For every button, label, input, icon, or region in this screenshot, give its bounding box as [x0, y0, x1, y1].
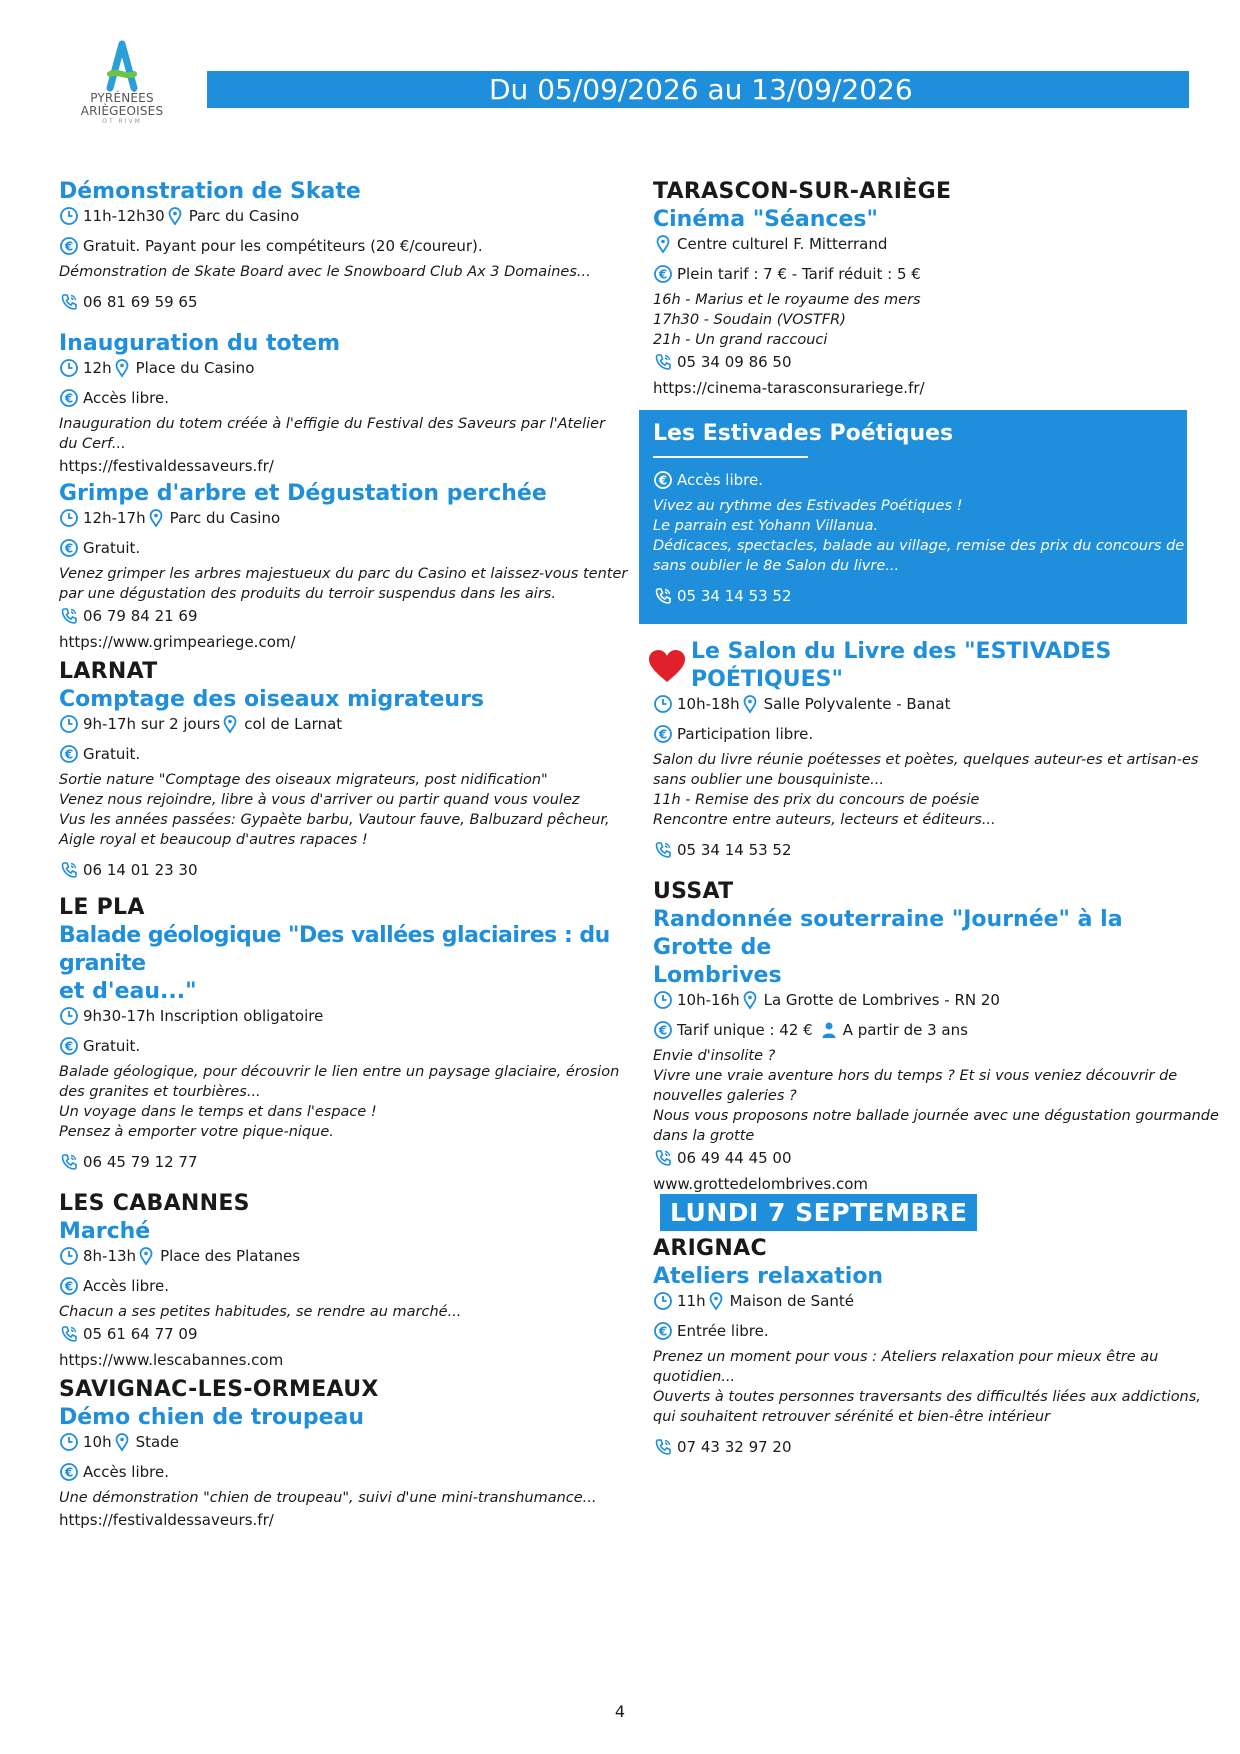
location-pin-icon — [220, 714, 240, 734]
location-pin-icon — [146, 508, 166, 528]
event-lepla — [59, 894, 619, 1172]
event-phone: 06 81 69 59 65 — [83, 293, 198, 311]
event-price: Participation libre. — [677, 725, 814, 743]
desc-line: Rencontre entre auteurs, lecteurs et éditeurs... — [653, 812, 996, 828]
desc-line: dans la grotte — [653, 1128, 755, 1144]
event-phone: 07 43 32 97 20 — [677, 1438, 792, 1456]
event-phone: 06 45 79 12 77 — [83, 1153, 198, 1171]
location-pin-icon — [112, 1432, 132, 1452]
event-title: Randonnée souterraine "Journée" à la Grotte de — [653, 907, 1123, 960]
event-time-line — [59, 1006, 619, 1026]
euro-icon — [59, 1036, 79, 1056]
desc-line: Démonstration de Skate Board avec le Snowboard Club Ax 3 Domaines... — [59, 264, 591, 280]
location-pin-icon — [653, 234, 673, 254]
event-place: col de Larnat — [244, 715, 343, 733]
event-description — [653, 496, 1237, 576]
event-price: Accès libre. — [83, 1463, 169, 1481]
event-savignac — [59, 1376, 619, 1530]
euro-icon — [59, 744, 79, 764]
desc-line: Vus les années passées: Gypaète barbu, Vautour fauve, Balbuzard pêcheur, — [59, 812, 610, 828]
desc-line: du Cerf... — [59, 436, 126, 452]
desc-line: Inauguration du totem créée à l'effigie du Festival des Saveurs par l'Atelier — [59, 416, 606, 432]
event-price-line — [59, 1036, 619, 1056]
person-icon — [819, 1020, 839, 1040]
event-price-line — [653, 470, 1173, 490]
desc-line: Chacun a ses petites habitudes, se rendre au marché... — [59, 1304, 462, 1320]
desc-line: Venez nous rejoindre, libre à vous d'arriver ou partir quand vous voulez — [59, 792, 580, 808]
event-time-place — [59, 714, 619, 734]
desc-line: Salon du livre réunie poétesses et poètes, quelques auteur-es et artisan-es — [653, 752, 1199, 768]
euro-icon — [653, 264, 673, 284]
clock-icon — [653, 990, 673, 1010]
desc-line: 21h - Un grand raccouci — [653, 332, 828, 348]
event-phone-line — [59, 1152, 619, 1172]
event-price-line — [653, 264, 1193, 284]
event-time: 10h-18h — [677, 695, 740, 713]
desc-line: sans oublier le 8e Salon du livre... — [653, 558, 900, 574]
clock-icon — [59, 508, 79, 528]
euro-icon — [59, 1462, 79, 1482]
event-description — [59, 770, 619, 850]
desc-line: Nous vous proposons notre ballade journée avec une dégustation gourmande — [653, 1108, 1219, 1124]
phone-icon — [653, 352, 673, 372]
clock-icon — [59, 206, 79, 226]
event-title: Démonstration de Skate — [59, 179, 361, 204]
desc-line: Prenez un moment pour vous : Ateliers relaxation pour mieux être au — [653, 1349, 1159, 1365]
event-place: La Grotte de Lombrives - RN 20 — [763, 991, 1000, 1009]
logo-text-line1: PYRÉNÉES — [90, 91, 154, 105]
event-time-place — [59, 358, 619, 378]
phone-icon — [59, 860, 79, 880]
event-phone-line — [59, 606, 619, 626]
event-place-line — [653, 234, 1193, 254]
event-time-place — [59, 206, 619, 226]
desc-line: Vivez au rythme des Estivades Poétiques ! — [653, 498, 963, 514]
phone-icon — [653, 1437, 673, 1457]
location-pin-icon — [136, 1246, 156, 1266]
euro-icon — [653, 1321, 673, 1341]
clock-icon — [59, 1432, 79, 1452]
event-phone-line — [653, 1437, 1193, 1457]
event-url[interactable]: https://festivaldessaveurs.fr/ — [59, 1511, 274, 1529]
location-pin-icon — [706, 1291, 726, 1311]
desc-line: Dédicaces, spectacles, balade au village, remise des prix du concours de poésie — [653, 538, 1237, 554]
clock-icon — [59, 1006, 79, 1026]
event-url[interactable]: https://cinema-tarasconsurariege.fr/ — [653, 379, 925, 397]
event-price: Tarif unique : 42 € — [677, 1021, 813, 1039]
phone-icon — [59, 1324, 79, 1344]
event-time: 12h — [83, 359, 112, 377]
clock-icon — [653, 1291, 673, 1311]
event-price-line — [653, 724, 1193, 744]
desc-line: Sortie nature "Comptage des oiseaux migrateurs, post nidification" — [59, 772, 548, 788]
desc-line: 16h - Marius et le royaume des mers — [653, 292, 921, 308]
event-description — [653, 750, 1199, 830]
event-place: Centre culturel F. Mitterrand — [677, 235, 888, 253]
event-price: Gratuit. — [83, 539, 141, 557]
event-description — [59, 564, 628, 604]
town-heading: LES CABANNES — [59, 1191, 250, 1216]
event-price: Plein tarif : 7 € - Tarif réduit : 5 € — [677, 265, 921, 283]
event-phone-line — [59, 1324, 619, 1344]
event-time: 11h — [677, 1292, 706, 1310]
event-title: Ateliers relaxation — [653, 1264, 884, 1289]
event-phone-line — [653, 586, 1173, 606]
event-time: 8h-13h — [83, 1247, 137, 1265]
event-price: Gratuit. Payant pour les compétiteurs (20 €/coureur). — [83, 237, 483, 255]
clock-icon — [59, 714, 79, 734]
desc-line: Aigle royal et beaucoup d'autres rapaces ! — [59, 832, 368, 848]
euro-icon — [59, 236, 79, 256]
location-pin-icon — [165, 206, 185, 226]
event-larnat — [59, 658, 619, 880]
event-phone-line — [653, 1148, 1193, 1168]
desc-line: Pensez à emporter votre pique-nique. — [59, 1124, 334, 1140]
desc-line: Balade géologique, pour découvrir le lien entre un paysage glaciaire, érosion — [59, 1064, 620, 1080]
event-price: Accès libre. — [83, 1277, 169, 1295]
desc-line: Envie d'insolite ? — [653, 1048, 776, 1064]
euro-icon — [653, 470, 673, 490]
event-place: Stade — [135, 1433, 179, 1451]
euro-icon — [59, 1276, 79, 1296]
phone-icon — [653, 1148, 673, 1168]
event-price-line — [59, 538, 619, 558]
desc-line: sans oublier une bousquiniste... — [653, 772, 884, 788]
town-heading: USSAT — [653, 879, 734, 904]
desc-line: Une démonstration "chien de troupeau", suivi d'une mini-transhumance... — [59, 1490, 597, 1506]
event-price-line — [59, 744, 619, 764]
event-price-line — [59, 1276, 619, 1296]
logo-mark-icon — [102, 40, 142, 92]
town-heading: TARASCON-SUR-ARIÈGE — [653, 179, 952, 204]
event-phone: 06 79 84 21 69 — [83, 607, 198, 625]
desc-line: Le parrain est Yohann Villanua. — [653, 518, 879, 534]
event-description — [653, 290, 1193, 350]
event-price-line — [59, 388, 619, 408]
event-arignac — [653, 1235, 1201, 1457]
event-url[interactable]: https://www.lescabannes.com — [59, 1351, 284, 1369]
event-price: Accès libre. — [677, 471, 763, 489]
desc-line: qui souhaitent retrouver sérénité et bien-être intérieur — [653, 1409, 1051, 1425]
event-time-place — [59, 1246, 619, 1266]
event-phone: 05 34 14 53 52 — [677, 587, 792, 605]
event-description — [653, 1046, 1219, 1146]
desc-line: quotidien... — [653, 1369, 736, 1385]
event-price-line — [59, 236, 619, 256]
phone-icon — [59, 606, 79, 626]
event-time-place — [59, 508, 619, 528]
event-phone-line — [653, 840, 1193, 860]
event-cabannes — [59, 1190, 619, 1370]
phone-icon — [59, 1152, 79, 1172]
event-estivades-highlight — [639, 410, 1237, 624]
event-title-cont: et d'eau..." — [59, 979, 197, 1004]
logo — [74, 40, 170, 140]
event-title: Inauguration du totem — [59, 331, 341, 356]
event-price: Gratuit. — [83, 745, 141, 763]
event-age: A partir de 3 ans — [842, 1021, 968, 1039]
event-phone: 05 61 64 77 09 — [83, 1325, 198, 1343]
event-price-line — [59, 1462, 619, 1482]
event-description — [59, 1062, 619, 1142]
event-title: Marché — [59, 1219, 151, 1244]
event-url[interactable]: https://festivaldessaveurs.fr/ — [59, 457, 274, 475]
clock-icon — [59, 1246, 79, 1266]
event-time: 12h-17h — [83, 509, 146, 527]
desc-line: Vivre une vraie aventure hors du temps ? Et si vous veniez découvrir de — [653, 1068, 1178, 1084]
town-heading: ARIGNAC — [653, 1236, 767, 1261]
euro-icon — [59, 538, 79, 558]
desc-line: nouvelles galeries ? — [653, 1088, 797, 1104]
event-time: 10h — [83, 1433, 112, 1451]
event-url[interactable]: www.grottedelombrives.com — [653, 1175, 869, 1193]
event-description — [59, 1302, 619, 1322]
heart-icon — [647, 648, 687, 684]
event-description — [59, 1488, 619, 1508]
event-price: Entrée libre. — [677, 1322, 769, 1340]
euro-icon — [653, 724, 673, 744]
event-skate — [59, 178, 619, 312]
event-place: Salle Polyvalente - Banat — [763, 695, 951, 713]
title-underline — [653, 456, 808, 458]
desc-line: 17h30 - Soudain (VOSTFR) — [653, 312, 846, 328]
event-phone-line — [59, 292, 619, 312]
event-phone: 06 14 01 23 30 — [83, 861, 198, 879]
event-tarascon — [653, 178, 1193, 398]
event-time: 10h-16h — [677, 991, 740, 1009]
phone-icon — [653, 840, 673, 860]
event-title: Comptage des oiseaux migrateurs — [59, 687, 485, 712]
event-description — [59, 414, 619, 454]
euro-icon — [653, 1020, 673, 1040]
event-phone: 06 49 44 45 00 — [677, 1149, 792, 1167]
event-time: 9h30-17h Inscription obligatoire — [83, 1007, 324, 1025]
event-place: Maison de Santé — [729, 1292, 855, 1310]
event-time: 11h-12h30 — [83, 207, 165, 225]
phone-icon — [653, 586, 673, 606]
event-title: Grimpe d'arbre et Dégustation perchée — [59, 481, 547, 506]
town-heading: LARNAT — [59, 659, 158, 684]
location-pin-icon — [740, 694, 760, 714]
desc-line: Venez grimper les arbres majestueux du parc du Casino et laissez-vous tenter — [59, 566, 628, 582]
event-title: Les Estivades Poétiques — [653, 421, 954, 446]
logo-text-line2: ARIÈGEOISES — [80, 104, 164, 118]
event-price: Accès libre. — [83, 389, 169, 407]
event-totem — [59, 330, 619, 476]
event-phone-line — [653, 352, 1193, 372]
logo-text-line3: OT RIVM — [102, 118, 142, 125]
event-title: Cinéma "Séances" — [653, 207, 878, 232]
event-time-place — [59, 1432, 619, 1452]
desc-line: par une dégustation des produits du terroir suspendus dans les airs. — [59, 586, 556, 602]
event-salon — [653, 638, 1199, 860]
event-price-line — [653, 1321, 1193, 1341]
event-phone: 05 34 09 86 50 — [677, 353, 792, 371]
clock-icon — [653, 694, 673, 714]
event-price-line — [653, 1020, 1193, 1040]
town-heading: SAVIGNAC-LES-ORMEAUX — [59, 1377, 379, 1402]
event-place: Parc du Casino — [169, 509, 281, 527]
day-banner-wrap — [653, 1194, 1193, 1231]
left-column — [59, 178, 628, 1530]
event-title: Démo chien de troupeau — [59, 1405, 365, 1430]
desc-line: Un voyage dans le temps et dans l'espace ! — [59, 1104, 377, 1120]
euro-icon — [59, 388, 79, 408]
phone-icon — [59, 292, 79, 312]
event-title: Le Salon du Livre des "ESTIVADES POÉTIQUES" — [691, 639, 1112, 692]
location-pin-icon — [112, 358, 132, 378]
clock-icon — [59, 358, 79, 378]
event-title-row — [647, 638, 1193, 694]
event-title-cont: Lombrives — [653, 963, 782, 988]
event-title: Balade géologique "Des vallées glaciaires : du granite — [59, 923, 610, 976]
desc-line: des granites et tourbières... — [59, 1084, 261, 1100]
event-price: Gratuit. — [83, 1037, 141, 1055]
event-place: Place des Platanes — [160, 1247, 301, 1265]
page-number: 4 — [614, 1702, 626, 1721]
event-time-place — [653, 694, 1193, 714]
event-phone: 05 34 14 53 52 — [677, 841, 792, 859]
event-grimpe — [59, 480, 628, 652]
event-description — [59, 262, 619, 282]
event-url[interactable]: https://www.grimpeariege.com/ — [59, 633, 296, 651]
day-banner: LUNDI 7 SEPTEMBRE — [660, 1194, 977, 1231]
right-column — [653, 178, 1237, 1457]
event-place: Place du Casino — [135, 359, 255, 377]
event-time-place — [653, 990, 1193, 1010]
event-description — [653, 1347, 1201, 1427]
event-time: 9h-17h sur 2 jours — [83, 715, 221, 733]
town-heading: LE PLA — [59, 895, 145, 920]
event-ussat — [653, 878, 1219, 1194]
location-pin-icon — [740, 990, 760, 1010]
desc-line: 11h - Remise des prix du concours de poésie — [653, 792, 980, 808]
event-time-place — [653, 1291, 1193, 1311]
event-phone-line — [59, 860, 619, 880]
desc-line: Ouverts à toutes personnes traversants des difficultés liées aux addictions, — [653, 1389, 1201, 1405]
event-place: Parc du Casino — [188, 207, 300, 225]
date-range-banner: Du 05/09/2026 au 13/09/2026 — [207, 71, 1189, 108]
